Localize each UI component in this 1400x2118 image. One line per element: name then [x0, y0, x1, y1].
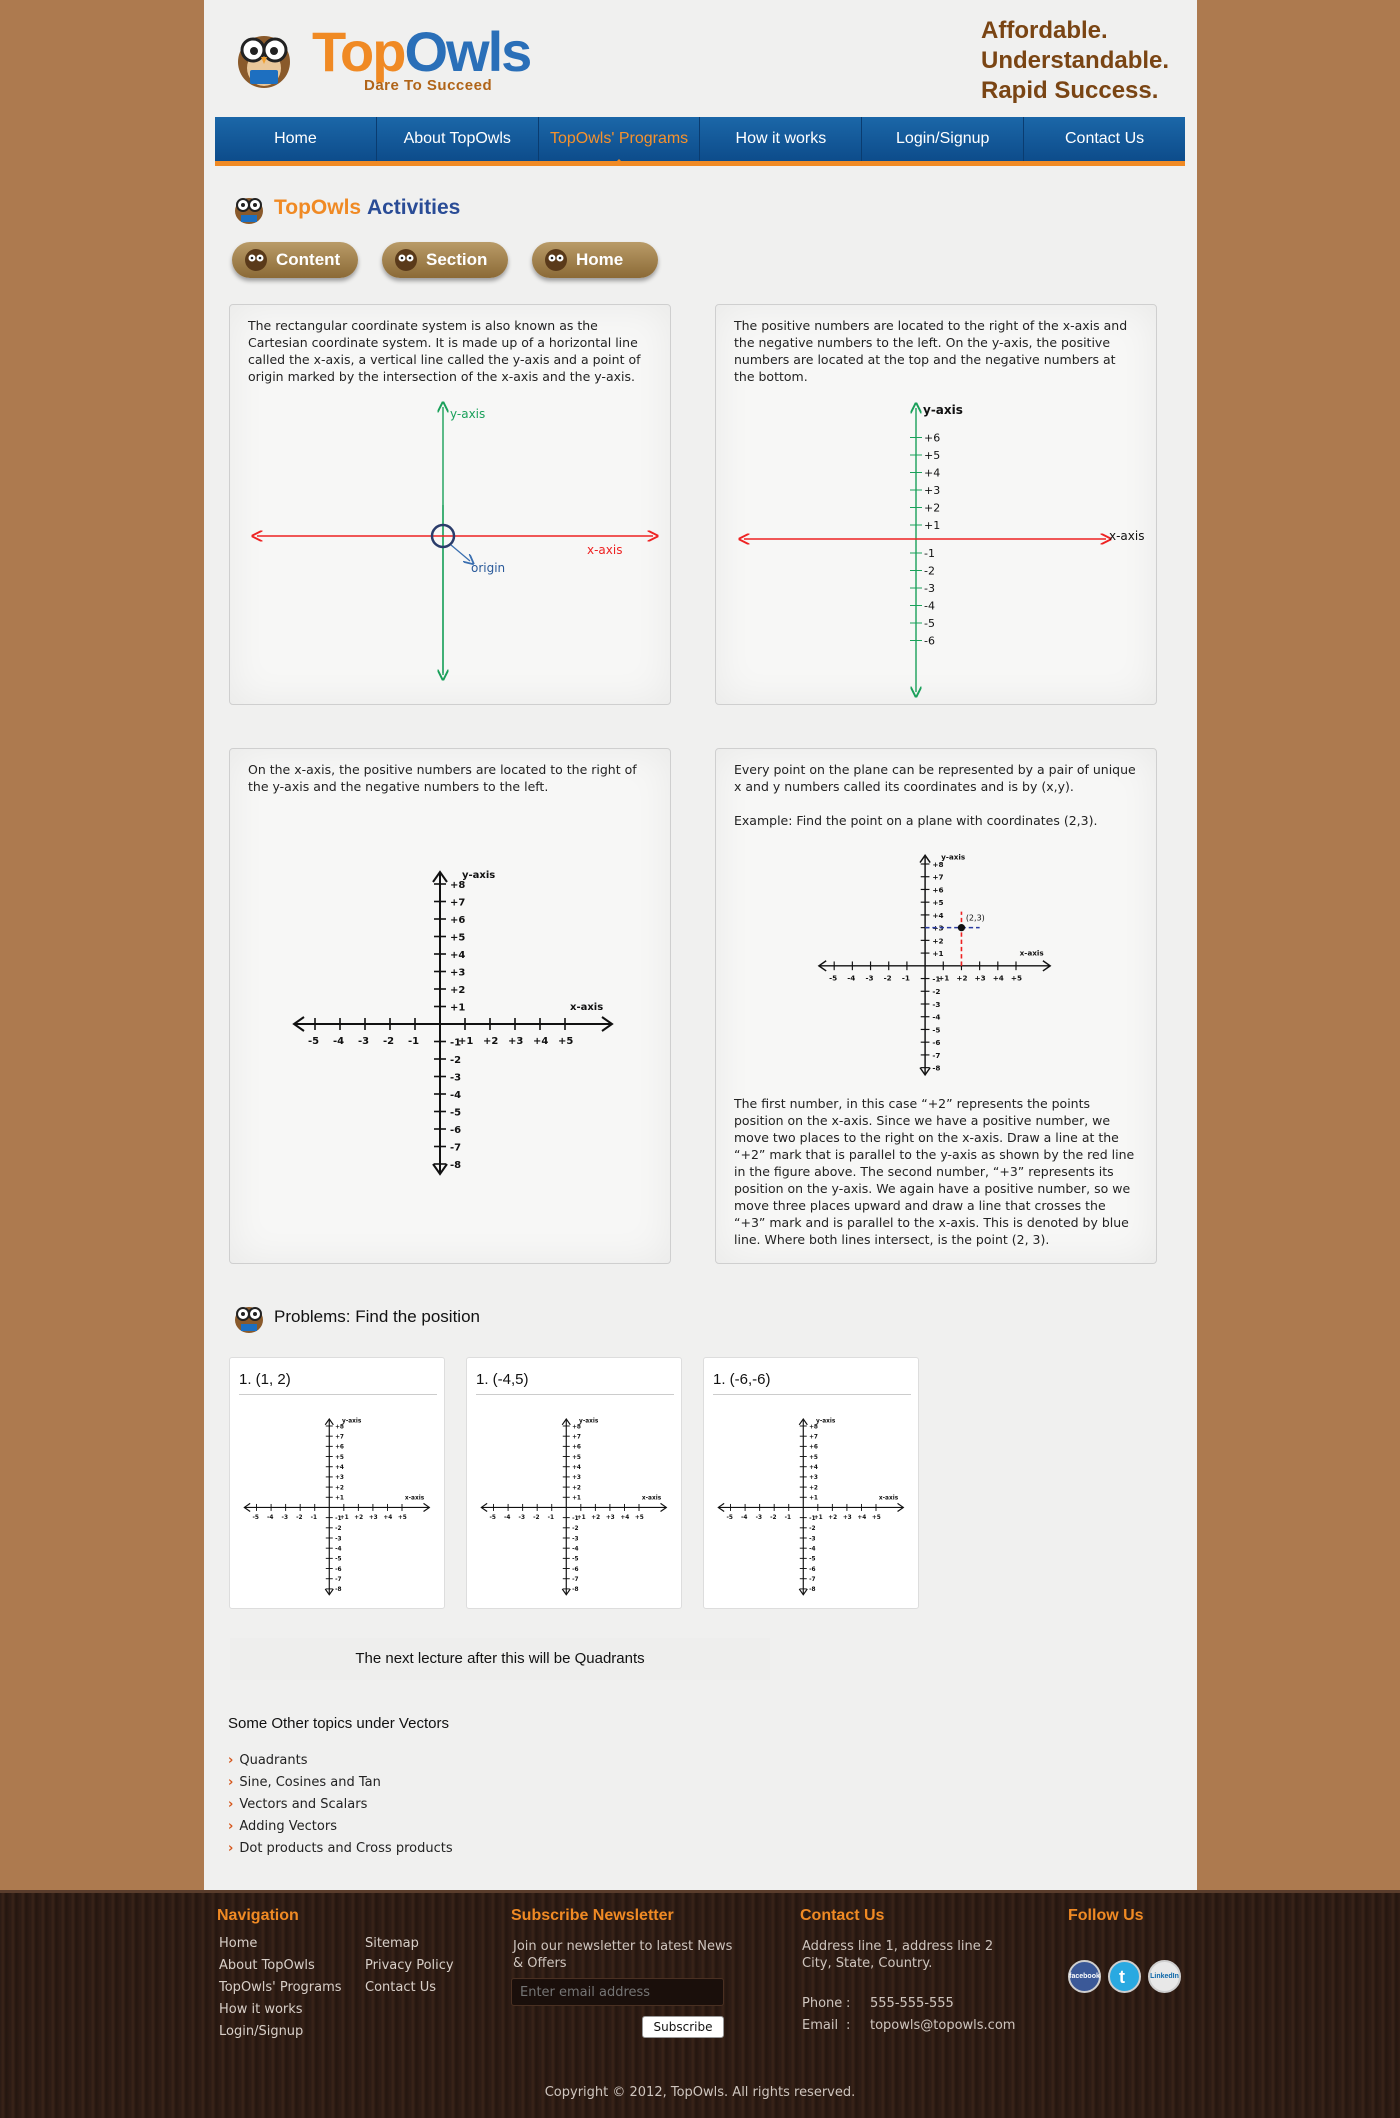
x-tick-label: -3	[281, 1515, 289, 1522]
y-tick-label: +7	[809, 1434, 818, 1441]
x-axis-label: x-axis	[878, 1495, 899, 1502]
problems-title: Problems: Find the position	[274, 1307, 480, 1326]
y-tick-label: -4	[572, 1546, 579, 1553]
x-tick-label: +2	[483, 1036, 499, 1047]
y-tick-label: -1	[335, 1515, 342, 1522]
y-tick-label: +6	[924, 431, 941, 445]
topic-link[interactable]: › Adding Vectors	[228, 1819, 337, 1834]
x-tick-label: -1	[901, 973, 910, 983]
footer-link-privacy[interactable]: Privacy Policy	[365, 1958, 454, 1973]
x-axis-label: x-axis	[641, 1495, 662, 1502]
footer-link-about[interactable]: About TopOwls	[219, 1958, 315, 1973]
y-tick-label: +5	[450, 932, 466, 944]
y-tick-label: +5	[809, 1454, 818, 1461]
y-tick-label: +5	[572, 1454, 581, 1461]
x-tick-label: +1	[813, 1515, 823, 1522]
y-tick-label: -1	[932, 974, 941, 984]
y-tick-label: -6	[932, 1038, 941, 1048]
nav-item-contact[interactable]: Contact Us	[1064, 130, 1145, 147]
owl-icon	[544, 248, 568, 272]
y-tick-label: -7	[809, 1577, 816, 1584]
activities-title-brand: TopOwls	[274, 196, 362, 219]
x-tick-label: +3	[974, 973, 986, 983]
point-label: (2,3)	[965, 913, 985, 923]
logo-tagline: Dare To Succeed	[364, 77, 493, 94]
problem-title: 1. (-6,-6)	[713, 1371, 911, 1395]
y-tick-label: +7	[932, 872, 944, 882]
y-tick-label: -4	[809, 1546, 816, 1553]
card-text: The positive numbers are located to the right of the x-axis and the negative numbers to the left. On the y-axis, the positive numbers are located at the top and the negative numbers at the bottom.	[734, 318, 1128, 384]
other-topics-title: Some Other topics under Vectors	[228, 1715, 449, 1732]
y-tick-label: +1	[450, 1002, 466, 1014]
x-tick-label: -1	[784, 1515, 792, 1522]
y-tick-label: -1	[924, 547, 935, 560]
follow-title: Follow Us	[1068, 1907, 1144, 1924]
twitter-bird-icon	[1115, 1967, 1135, 1987]
origin-pointer	[451, 545, 470, 561]
y-axis-label: y-axis	[342, 1418, 362, 1425]
linkedin-icon[interactable]: LinkedIn	[1148, 1960, 1181, 1993]
problem-title: 1. (1, 2)	[239, 1371, 437, 1395]
x-tick-label: +4	[620, 1515, 630, 1522]
phone-label: Phone	[802, 1996, 843, 2011]
phone-value: 555-555-555	[870, 1996, 954, 2011]
x-tick-label: -2	[296, 1515, 303, 1522]
x-tick-label: -3	[358, 1036, 370, 1047]
topic-link[interactable]: › Vectors and Scalars	[228, 1797, 368, 1812]
y-axis-label: y-axis	[462, 870, 496, 881]
x-tick-label: +3	[605, 1515, 615, 1522]
owl-icon	[244, 248, 268, 272]
x-tick-label: -3	[755, 1515, 763, 1522]
card-cartesian-intro	[229, 304, 671, 705]
x-tick-label: -5	[726, 1515, 733, 1522]
y-tick-label: -5	[924, 617, 935, 630]
y-tick-label: -3	[572, 1536, 579, 1543]
x-tick-label: -1	[408, 1036, 420, 1047]
x-tick-label: -4	[504, 1515, 511, 1522]
problem-title: 1. (-4,5)	[476, 1371, 674, 1395]
y-tick-label: -3	[932, 999, 941, 1009]
y-tick-label: -8	[335, 1587, 342, 1594]
y-tick-label: +1	[924, 519, 941, 532]
section-button[interactable]	[382, 242, 508, 278]
card-text: Every point on the plane can be represented by a pair of unique x and y numbers called its coordinates and is by (x,y).	[734, 762, 1136, 794]
y-tick-label: -1	[450, 1037, 462, 1049]
x-tick-label: -5	[252, 1515, 259, 1522]
main-nav	[215, 117, 1185, 166]
y-tick-label: -1	[572, 1515, 579, 1522]
x-tick-label: +1	[339, 1515, 349, 1522]
blank-coordinate-plane	[716, 1410, 908, 1602]
y-tick-label: -6	[450, 1125, 462, 1136]
x-tick-label: -3	[865, 973, 874, 983]
x-tick-label: +4	[857, 1515, 867, 1522]
y-tick-label: +8	[572, 1424, 581, 1431]
card-coordinates-example	[715, 748, 1157, 1264]
activities-title: Activities	[366, 196, 461, 219]
x-axis-label: x-axis	[587, 543, 623, 557]
y-tick-label: +5	[924, 449, 941, 462]
home-button[interactable]	[532, 242, 658, 278]
newsletter-title: Subscribe Newsletter	[511, 1907, 674, 1924]
y-tick-label: -5	[335, 1556, 342, 1563]
problem-card[interactable]	[229, 1357, 445, 1609]
y-tick-label: +4	[924, 466, 941, 480]
contact-address: Address line 1, address line 2 City, State, Country.	[802, 1939, 994, 1971]
y-tick-label: +6	[335, 1444, 344, 1451]
y-tick-label: -8	[450, 1160, 462, 1171]
y-tick-label: -7	[335, 1577, 342, 1584]
y-tick-label: -2	[450, 1055, 462, 1066]
y-tick-label: +6	[932, 885, 944, 895]
footer-link-sitemap[interactable]: Sitemap	[365, 1936, 419, 1951]
x-tick-label: +5	[397, 1515, 407, 1522]
y-tick-label: +1	[809, 1495, 818, 1502]
chevron-right-icon: ›	[228, 1775, 234, 1790]
nav-item-login-signup[interactable]: Login/Signup	[862, 117, 1024, 161]
topic-link[interactable]: › Quadrants	[228, 1753, 308, 1768]
x-tick-label: -2	[770, 1515, 777, 1522]
x-tick-label: +4	[383, 1515, 393, 1522]
x-tick-label: +5	[634, 1515, 644, 1522]
y-tick-label: -5	[932, 1025, 941, 1035]
x-tick-label: +3	[508, 1036, 524, 1047]
topic-link[interactable]: › Sine, Cosines and Tan	[228, 1775, 381, 1790]
subscribe-button[interactable]: Subscribe	[642, 2016, 724, 2038]
chevron-right-icon: ›	[228, 1753, 234, 1768]
home-button-label: Home	[576, 250, 624, 269]
next-lecture-note: The next lecture after this will be Quadrants	[230, 1638, 770, 1680]
y-tick-label: -2	[335, 1526, 342, 1533]
y-tick-label: +6	[809, 1444, 818, 1451]
nav-item-programs[interactable]: TopOwls' Programs	[539, 117, 701, 161]
slogan-line: Affordable.	[981, 17, 1108, 44]
y-tick-label: +8	[932, 859, 944, 869]
x-tick-label: -2	[883, 973, 892, 983]
email-separator: :	[846, 2018, 851, 2033]
y-tick-label: -8	[572, 1587, 579, 1594]
blank-coordinate-plane	[479, 1410, 671, 1602]
y-tick-label: -3	[809, 1536, 816, 1543]
twitter-icon[interactable]	[1108, 1960, 1141, 1993]
x-tick-label: +3	[842, 1515, 852, 1522]
y-tick-label: -5	[572, 1556, 579, 1563]
y-tick-label: -4	[932, 1012, 941, 1022]
owl-icon	[394, 248, 418, 272]
y-tick-label: -8	[809, 1587, 816, 1594]
footer-nav-title: Navigation	[217, 1907, 299, 1924]
site-logo[interactable]	[232, 20, 531, 100]
x-tick-label: +2	[354, 1515, 364, 1522]
x-tick-label: -5	[489, 1515, 496, 1522]
activities-heading	[232, 191, 460, 225]
x-tick-label: +1	[938, 973, 950, 983]
example-point-diagram	[816, 849, 1056, 1079]
y-tick-label: +6	[572, 1444, 581, 1451]
y-tick-label: +4	[335, 1465, 344, 1472]
x-tick-label: +4	[533, 1036, 549, 1047]
y-tick-label: -6	[924, 634, 935, 648]
problem-card[interactable]	[466, 1357, 682, 1609]
y-axis-label: y-axis	[923, 403, 963, 417]
site-footer	[0, 1890, 1400, 2118]
header-slogan	[981, 16, 1169, 106]
y-tick-label: -7	[572, 1577, 579, 1584]
x-tick-label: +3	[368, 1515, 378, 1522]
x-tick-label: -3	[518, 1515, 526, 1522]
y-tick-label: -6	[809, 1566, 816, 1573]
y-tick-label: +3	[932, 923, 944, 933]
nav-item-how-it-works[interactable]: How it works	[700, 117, 862, 161]
y-tick-label: -7	[450, 1142, 462, 1154]
copyright: Copyright © 2012, TopOwls. All rights reserved.	[544, 2085, 856, 2100]
x-tick-label: +2	[956, 973, 968, 983]
y-tick-label: +7	[450, 897, 466, 909]
footer-link-programs[interactable]: TopOwls' Programs	[219, 1980, 342, 1995]
x-tick-label: +5	[558, 1036, 574, 1047]
chevron-right-icon: ›	[228, 1797, 234, 1812]
owl-icon	[232, 191, 266, 225]
y-tick-label: +4	[932, 910, 944, 920]
y-tick-label: +3	[335, 1475, 344, 1482]
y-tick-label: +3	[572, 1475, 581, 1482]
section-button-label: Section	[426, 250, 488, 269]
y-tick-label: -5	[809, 1556, 816, 1563]
x-tick-label: +4	[992, 973, 1004, 983]
page-container	[204, 0, 1197, 1890]
y-tick-label: +2	[924, 501, 941, 515]
email-label: Email	[802, 2018, 839, 2033]
blank-coordinate-plane	[242, 1410, 434, 1602]
facebook-icon[interactable]: facebook	[1068, 1960, 1101, 1993]
nav-item-about[interactable]: About TopOwls	[377, 117, 539, 161]
x-tick-label: -4	[741, 1515, 748, 1522]
x-tick-label: +2	[828, 1515, 838, 1522]
y-tick-label: +7	[335, 1434, 344, 1441]
y-tick-label: +2	[450, 985, 466, 996]
footer-link-how-it-works[interactable]: How it works	[219, 2002, 303, 2017]
x-axis-label: x-axis	[570, 1002, 604, 1013]
x-tick-label: -1	[310, 1515, 318, 1522]
problem-card[interactable]	[703, 1357, 919, 1609]
y-tick-label: +3	[809, 1475, 818, 1482]
y-tick-label: -3	[924, 582, 935, 595]
y-tick-label: +5	[335, 1454, 344, 1461]
x-tick-label: -1	[547, 1515, 555, 1522]
y-tick-label: +8	[450, 880, 466, 891]
y-axis-label: y-axis	[816, 1418, 836, 1425]
content-button-label: Content	[276, 250, 341, 269]
coordinate-plane-diagram	[290, 864, 620, 1179]
slogan-line: Rapid Success.	[981, 77, 1159, 104]
y-tick-label: -4	[924, 599, 935, 613]
email-value[interactable]: topowls@topowls.com	[870, 2018, 1016, 2033]
x-axis-label: x-axis	[404, 1495, 425, 1502]
point-marker	[958, 924, 965, 931]
x-tick-label: -2	[533, 1515, 540, 1522]
y-tick-label: +2	[572, 1485, 581, 1492]
y-tick-label: +2	[809, 1485, 818, 1492]
x-tick-label: -4	[267, 1515, 274, 1522]
footer-link-login[interactable]: Login/Signup	[219, 2024, 304, 2039]
y-tick-label: +8	[809, 1424, 818, 1431]
origin-label: origin	[471, 561, 506, 575]
svg-text:t: t	[1118, 1966, 1125, 1987]
y-tick-label: -1	[809, 1515, 816, 1522]
y-tick-label: -2	[932, 987, 941, 997]
card-example: Example: Find the point on a plane with coordinates (2,3).	[734, 813, 1098, 828]
x-tick-label: +1	[458, 1036, 474, 1047]
y-tick-label: +5	[932, 898, 944, 908]
chevron-right-icon: ›	[228, 1819, 234, 1834]
y-tick-label: +4	[572, 1465, 581, 1472]
y-tick-label: -2	[924, 564, 935, 578]
y-tick-label: -2	[572, 1526, 579, 1533]
y-tick-label: +3	[924, 484, 941, 497]
footer-link-home[interactable]: Home	[219, 1936, 258, 1951]
card-explanation: The first number, in this case “+2” represents the points position on the x-axis. Since we have a positive number, we move two places to the right on the x-axis. Draw a line at the “+2” mark that is parallel to the y-axis as shown by the red line in the figure above. The second number, “+3” represents its position on the y-axis. We again have a positive number, so we move three places upward and draw a line that crosses the “+3” mark and is parallel to the x-axis. This is denoted by blue line. Where both lines intersect, is the point (2, 3).	[734, 1096, 1135, 1247]
y-tick-label: +6	[450, 915, 466, 926]
problems-heading	[232, 1300, 480, 1334]
owl-icon	[232, 1300, 266, 1334]
x-tick-label: +2	[591, 1515, 601, 1522]
y-tick-label: +3	[450, 967, 466, 979]
y-tick-label: -6	[335, 1566, 342, 1573]
cartesian-diagram	[250, 405, 650, 695]
x-tick-label: +5	[871, 1515, 881, 1522]
y-tick-label: +2	[335, 1485, 344, 1492]
card-positive-negative	[715, 304, 1157, 705]
y-tick-label: +1	[932, 949, 944, 958]
x-tick-label: -4	[333, 1036, 345, 1047]
y-tick-label: -3	[335, 1536, 342, 1543]
y-tick-label: -2	[809, 1526, 816, 1533]
y-tick-label: +1	[335, 1495, 344, 1502]
newsletter-email-input[interactable]	[511, 1978, 724, 2006]
content-button[interactable]	[232, 242, 358, 278]
x-axis-label: x-axis	[1019, 948, 1044, 958]
x-tick-label: -2	[383, 1036, 395, 1047]
phone-separator: :	[846, 1996, 851, 2011]
number-line-diagram	[736, 400, 1145, 700]
y-tick-label: +4	[809, 1465, 818, 1472]
x-tick-label: -4	[847, 973, 856, 983]
y-tick-label: -4	[450, 1090, 462, 1101]
x-tick-label: +5	[1010, 973, 1023, 983]
y-axis-label: y-axis	[579, 1418, 599, 1425]
y-tick-label: +7	[572, 1434, 581, 1441]
y-axis-label: y-axis	[450, 407, 486, 421]
y-tick-label: +1	[572, 1495, 581, 1502]
x-axis-label: x-axis	[1109, 529, 1145, 543]
contact-title: Contact Us	[800, 1907, 885, 1924]
topic-link[interactable]: › Dot products and Cross products	[228, 1841, 453, 1856]
y-tick-label: +2	[932, 936, 944, 946]
y-tick-label: -5	[450, 1107, 462, 1119]
card-x-axis-numbers	[229, 748, 671, 1264]
y-tick-label: -4	[335, 1546, 342, 1553]
y-tick-label: +8	[335, 1424, 344, 1431]
other-topics-list	[228, 1750, 453, 1860]
y-tick-label: -3	[450, 1072, 462, 1084]
x-tick-label: -5	[829, 973, 838, 983]
y-tick-label: -6	[572, 1566, 579, 1573]
chevron-right-icon: ›	[228, 1841, 234, 1856]
card-text: On the x-axis, the positive numbers are located to the right of the y-axis and the negative numbers to the left.	[248, 762, 637, 794]
nav-item-home[interactable]: Home	[215, 117, 377, 161]
slogan-line: Understandable.	[981, 47, 1170, 74]
y-tick-label: -7	[932, 1050, 941, 1060]
newsletter-text: Join our newsletter to latest News & Offers	[513, 1939, 733, 1971]
card-text: The rectangular coordinate system is also known as the Cartesian coordinate system. It is made up of a horizontal line called the x-axis, a vertical line called the y-axis and a point of origin marked by the intersection of the x-axis and the y-axis.	[248, 318, 641, 384]
logo-wordmark: TopOwls	[312, 20, 531, 83]
y-tick-label: -8	[932, 1063, 941, 1073]
owl-mascot-icon	[232, 24, 296, 90]
x-tick-label: +1	[576, 1515, 586, 1522]
y-axis-label: y-axis	[941, 852, 966, 862]
y-tick-label: +4	[450, 950, 466, 961]
footer-link-contact[interactable]: Contact Us	[365, 1980, 436, 1995]
x-tick-label: -5	[308, 1036, 320, 1047]
